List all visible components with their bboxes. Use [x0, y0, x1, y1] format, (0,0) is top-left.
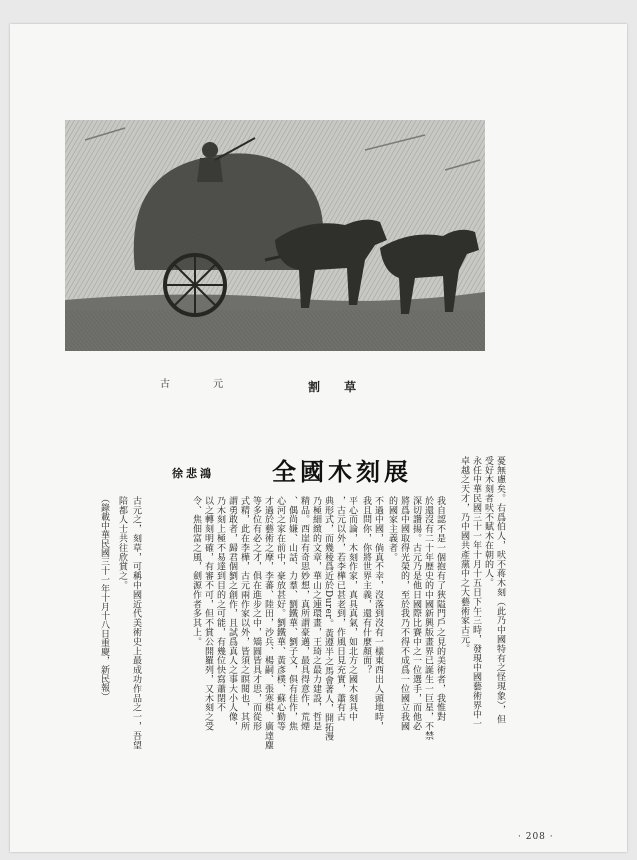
- source-footnote: （錄載中華民國三十一年十月十八日重慶，新民報）: [99, 494, 109, 701]
- woodcut-caption-artist: 古 元: [160, 379, 244, 390]
- text-column: 、偶尚嫌、山話、力羣、劉鐵華、劉子文，俱有佳作，焦: [287, 496, 297, 731]
- text-column: 陪都人士共往欣賞之。: [117, 496, 127, 590]
- text-column: 憂無慮矣。右爲伯人，吠不蒋木刻（此乃中國特有之怪現象），但: [495, 456, 505, 725]
- text-column: 平心而論，木刻作家，真具真氣，如北方之國木刻具中: [347, 496, 357, 722]
- text-column: 將爲中國取得光榮的，至於我乃不得不成爲一位國立我國: [399, 496, 409, 731]
- woodcut-caption-title: 割 草: [308, 380, 367, 394]
- text-column: 卓越之天才，乃中國共產黨中之大藝術家古元。: [459, 456, 469, 654]
- text-column: 典形式，而幾稜爲近於Durer。黃遵半之馬會著人，開拓漫: [323, 496, 333, 742]
- text-column: 以之轉刻明確，有審不可，但不賞公開羅列，又木刻之受: [203, 496, 213, 731]
- text-column: 不過中國，倘真不幸，沒落到沒有一樣東西出人頭地時，: [373, 496, 383, 731]
- woodcut-image: [65, 120, 485, 351]
- text-column: 心河之家在前中，豪放甚好。劉鐵華、黃彥樸、蘇心勤等: [275, 496, 285, 731]
- text-column: 令、焦佃富之風，劍源作者多其上。: [191, 496, 201, 647]
- text-column: 等多位有必之才，俱在進步之中，矯圓皆具才思，而從形: [251, 496, 261, 731]
- text-column: 於還沒有二十年歷史的中國新興版畫界已誕生一巨星，不禁: [423, 496, 433, 741]
- text-column: 深切讚揚。古元乃是他日國際比賽中之一位選手，而他必: [411, 496, 421, 731]
- text-column: 乃木刻上極不易達到目的之可能，有幾位快寫蕭閉不: [215, 496, 225, 713]
- text-column: 我且問你，你將世界主義，還有什麼顏面？: [361, 496, 371, 675]
- text-column: 受好木刻者吠不賦木在朝的人。: [483, 456, 493, 588]
- article-author: 徐悲鴻: [172, 467, 214, 480]
- page-number: · 208 ·: [518, 832, 554, 842]
- text-column: 永任中華民國三十一年十月十五日下午三時，發現中國藝術界中一: [471, 456, 481, 729]
- text-column: 古元之，刻草，可稱中國近代美術史上最成功作品之一，吾望: [131, 496, 141, 750]
- text-column: 才過於藝術之摩，李蕃、陸田，沙兵、楊嗣、張寒棋、廣達塵: [263, 496, 273, 750]
- article-title: 全國木刻展: [272, 457, 412, 486]
- text-column: 謂勇敢者，歸君個劉之創作，且試爲真人之事大小人像，: [227, 496, 237, 731]
- text-column: 乃極細緻的文章，華山之連環畫，王琦之最力建設，哲是: [311, 496, 321, 731]
- text-column: ，古元以外，若李樺已甚老到，作風日見充實，蕭有古: [335, 496, 345, 722]
- text-column: 我自認不是一個抱有了狹隘門戶之見的美術者，我惟對: [435, 496, 445, 722]
- text-column: 式精，此在李樺，古元兩作家以外，皆須之瞑閱也，其所: [239, 496, 249, 731]
- woodcut-illustration: [65, 120, 485, 351]
- text-column: 的國家主義者。: [387, 496, 397, 562]
- book-page: [10, 24, 627, 852]
- text-column: 精品。西崖有奇思妙想，真所謂豪邁，最具得意作，荒煙: [299, 496, 309, 731]
